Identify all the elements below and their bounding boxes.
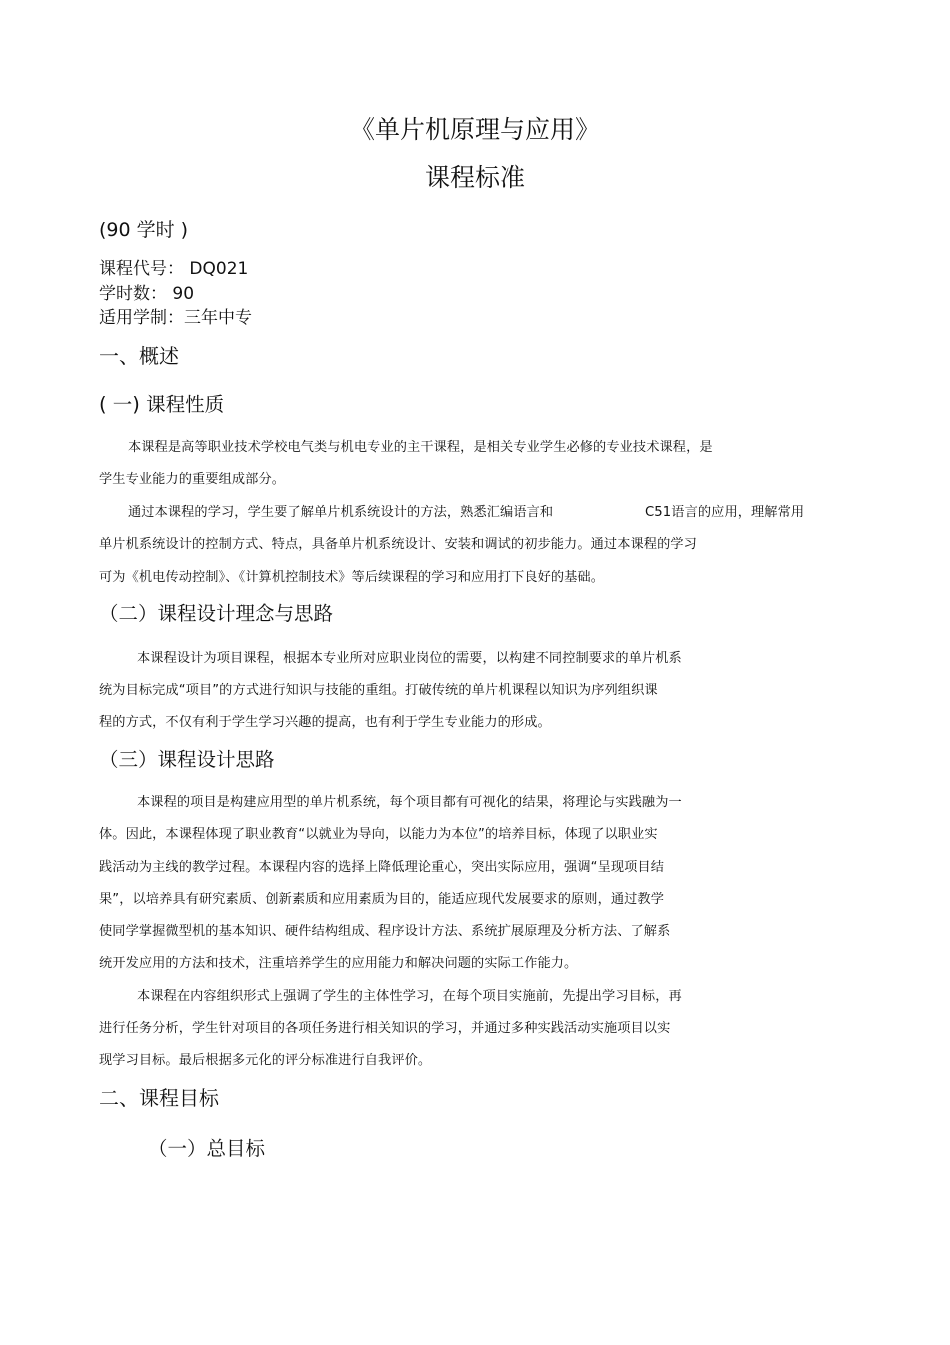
paragraph-line: 果”，以培养具有研究素质、创新素质和应用素质为目的，能适应现代发展要求的原则，通过教学 <box>99 892 665 907</box>
paragraph-line: 进行任务分析，学生针对项目的各项任务进行相关知识的学习，并通过多种实践活动实施项目以实 <box>99 1021 671 1036</box>
paragraph-line: C51语言的应用，理解常用 <box>645 505 805 520</box>
paragraph-line: 统开发应用的方法和技术，注重培养学生的应用能力和解决问题的实际工作能力。 <box>99 956 578 971</box>
subsection-heading-design-concept: （二）课程设计理念与思路 <box>99 602 334 625</box>
paragraph-line: 现学习目标。最后根据多元化的评分标准进行自我评价。 <box>99 1053 432 1068</box>
applicable-system: 适用学制：三年中专 <box>99 308 252 328</box>
subsection-heading-overall-objective: （一）总目标 <box>148 1137 266 1160</box>
document-subtitle: 课程标准 <box>424 163 525 192</box>
course-code: 课程代号： DQ021 <box>99 259 249 279</box>
paragraph-line: 体。因此，本课程体现了职业教育“以就业为导向，以能力为本位”的培养目标，体现了以职业实 <box>99 827 658 842</box>
paragraph-line: 单片机系统设计的控制方式、特点，具备单片机系统设计、安装和调试的初步能力。通过本课程的学习 <box>99 537 697 552</box>
paragraph-line: 本课程在内容组织形式上强调了学生的主体性学习，在每个项目实施前，先提出学习目标，再 <box>137 989 682 1004</box>
paragraph-line: 统为目标完成“项目”的方式进行知识与技能的重组。打破传统的单片机课程以知识为序列组织课 <box>99 683 658 698</box>
paragraph-line: 程的方式，不仅有利于学生学习兴趣的提高，也有利于学生专业能力的形成。 <box>99 715 551 730</box>
paragraph-line: 使同学掌握微型机的基本知识、硬件结构组成、程序设计方法、系统扩展原理及分析方法、了解系 <box>99 924 671 939</box>
hours-note: (90 学时 ) <box>99 219 189 241</box>
paragraph-line: 本课程的项目是构建应用型的单片机系统，每个项目都有可视化的结果，将理论与实践融为一 <box>137 795 682 810</box>
paragraph-line: 通过本课程的学习，学生要了解单片机系统设计的方法，熟悉汇编语言和 <box>128 505 554 520</box>
document-title: 《单片机原理与应用》 <box>349 115 600 144</box>
subsection-heading-nature: ( 一) 课程性质 <box>99 393 225 416</box>
paragraph-line: 践活动为主线的教学过程。本课程内容的选择上降低理论重心，突出实际应用，强调“呈现项目结 <box>99 860 665 875</box>
paragraph-line: 本课程是高等职业技术学校电气类与机电专业的主干课程，是相关专业学生必修的专业技术课程，是 <box>128 440 713 455</box>
subsection-heading-design-approach: （三）课程设计思路 <box>99 748 275 771</box>
section-heading-overview: 一、概述 <box>99 344 179 368</box>
paragraph-line: 本课程设计为项目课程，根据本专业所对应职业岗位的需要，以构建不同控制要求的单片机系 <box>137 651 682 666</box>
paragraph-line: 学生专业能力的重要组成部分。 <box>99 472 286 487</box>
course-hours: 学时数： 90 <box>99 284 195 304</box>
paragraph-line: 可为《机电传动控制》、《计算机控制技术》等后续课程的学习和应用打下良好的基础。 <box>99 570 605 585</box>
section-heading-course-objectives: 二、课程目标 <box>99 1086 219 1110</box>
